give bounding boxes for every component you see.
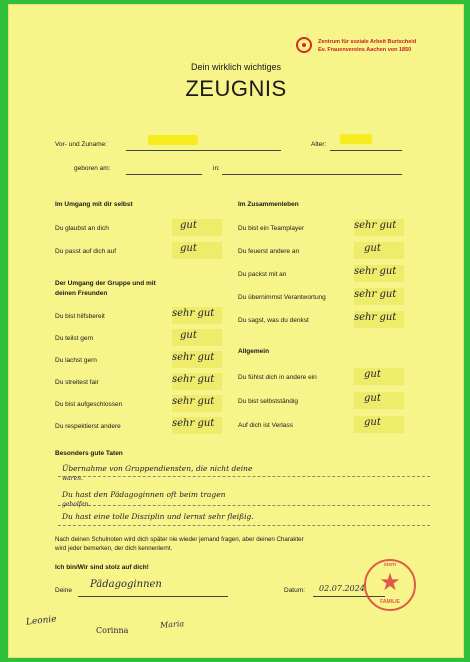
signature: Leonie: [25, 614, 58, 628]
item-label: Du teilst gern: [55, 335, 94, 342]
date-label: Datum:: [284, 587, 305, 594]
grade-handwritten: sehr gut: [172, 352, 215, 363]
item-label: Du streitest fair: [55, 379, 99, 386]
grade-handwritten: sehr gut: [354, 289, 397, 300]
good-deeds-line: Du hast den Pädagoginnen oft beim tragen: [62, 490, 226, 499]
birthplace-field: [222, 174, 402, 175]
item-label: Du glaubst an dich: [55, 225, 109, 232]
org-name-line2: Ev. Frauenvereins Aachen von 1850: [318, 47, 412, 53]
item-label: Du feuerst andere an: [238, 248, 300, 255]
star-stamp: [364, 559, 416, 611]
signature: Maria: [159, 619, 185, 630]
grade-handwritten: sehr gut: [172, 308, 215, 319]
dotted-line: [58, 476, 430, 477]
grade-handwritten: sehr gut: [354, 220, 397, 231]
item-label: Auf dich ist Verlass: [238, 422, 293, 429]
certificate-sheet: [8, 4, 464, 658]
good-deeds-line: waren.: [62, 475, 83, 482]
item-label: Du passt auf dich auf: [55, 248, 117, 255]
item-label: Du respektierst andere: [55, 423, 121, 430]
grade-handwritten: gut: [180, 243, 197, 254]
birthdate-field: [126, 174, 202, 175]
document-title: ZEUGNIS: [185, 76, 287, 101]
section-together-title: Im Zusammenleben: [238, 201, 299, 208]
item-label: Du bist selbstständig: [238, 398, 298, 405]
grade-handwritten: gut: [364, 369, 381, 380]
from-label: Deine: [55, 587, 72, 594]
birthplace-label: in:: [213, 165, 220, 172]
document-subtitle: Dein wirklich wichtiges: [190, 62, 282, 72]
item-label: Du bist ein Teamplayer: [238, 225, 304, 232]
grade-handwritten: sehr gut: [354, 266, 397, 277]
good-deeds-line: Übernahme von Gruppendiensten, die nicht deine: [62, 464, 253, 473]
signature: Corinna: [96, 626, 129, 635]
dotted-line: [58, 505, 430, 506]
name-field: [126, 150, 281, 151]
grade-handwritten: gut: [180, 220, 197, 231]
item-label: Du übernimmst Verantwortung: [238, 294, 326, 301]
footer-note-line2: wird jeder bemerken, der dich kennenlernt.: [55, 545, 173, 552]
name-label: Vor- und Zuname:: [55, 141, 108, 148]
proud-statement: Ich bin/Wir sind stolz auf dich!: [55, 564, 149, 571]
good-deeds-title: Besonders gute Taten: [55, 450, 123, 457]
age-label: Alter:: [311, 141, 327, 148]
item-label: Du bist aufgeschlossen: [55, 401, 123, 408]
section-group-title-line2: deinen Freunden: [55, 290, 108, 297]
grade-handwritten: sehr gut: [354, 312, 397, 323]
item-label: Du bist hilfsbereit: [55, 313, 105, 320]
grade-handwritten: gut: [364, 243, 381, 254]
item-label: Du fühlst dich in andere ein: [238, 374, 317, 381]
grade-handwritten: sehr gut: [172, 374, 215, 385]
org-name-line1: Zentrum für soziale Arbeit Burtscheid: [318, 39, 417, 45]
section-group-title-line1: Der Umgang der Gruppe und mit: [55, 280, 156, 287]
grade-handwritten: gut: [364, 417, 381, 428]
section-self-title: Im Umgang mit dir selbst: [55, 201, 133, 208]
footer-note-line1: Nach deinen Schulnoten wird dich später nie wieder jemand fragen, aber deinen Charakter: [55, 536, 304, 543]
item-label: Du sagst, was du denkst: [238, 317, 309, 324]
dotted-line: [58, 525, 430, 526]
grade-handwritten: sehr gut: [172, 396, 215, 407]
grade-handwritten: sehr gut: [172, 418, 215, 429]
age-redaction: [340, 134, 372, 144]
good-deeds-line: Du hast eine tolle Disziplin und lernst sehr fleißig.: [62, 512, 254, 521]
from-line: [78, 596, 228, 597]
organization-logo-icon: [296, 37, 312, 53]
name-redaction: [148, 135, 198, 145]
item-label: Du packst mit an: [238, 271, 287, 278]
section-general-title: Allgemein: [238, 348, 270, 355]
date-value: 02.07.2024: [319, 584, 365, 593]
from-signature: Pädagoginnen: [90, 579, 162, 590]
good-deeds-line: geholfen.: [62, 501, 91, 508]
star-icon: ★: [379, 569, 401, 596]
stamp-bottom-text: FAMILIE: [380, 599, 400, 605]
grade-handwritten: gut: [364, 393, 381, 404]
stamp-top-text: stern: [383, 562, 397, 568]
item-label: Du lachst gern: [55, 357, 97, 364]
age-field: [330, 150, 402, 151]
birthdate-label: geboren am:: [74, 165, 111, 172]
grade-handwritten: gut: [180, 330, 197, 341]
